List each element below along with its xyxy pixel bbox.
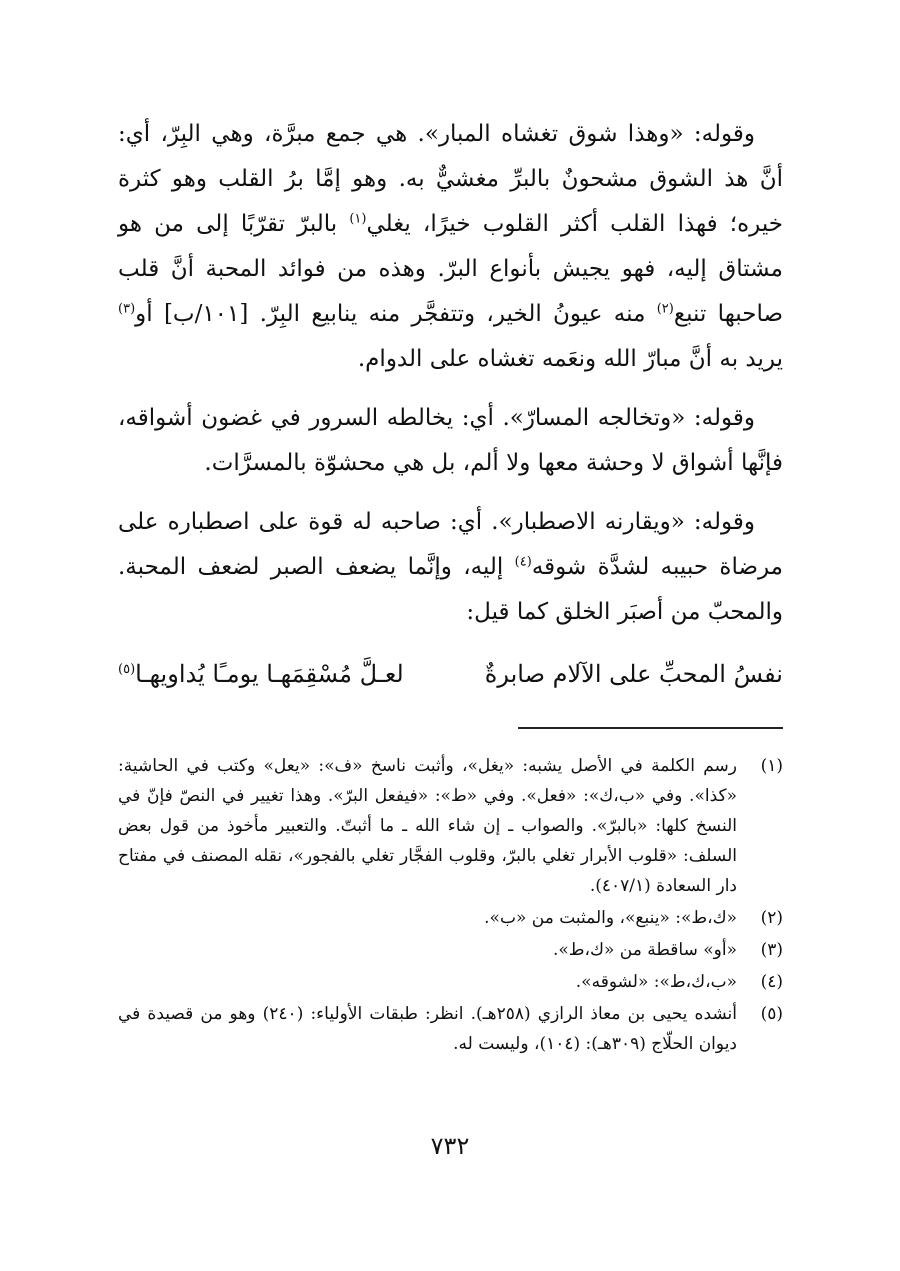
footnote-ref: (١)	[349, 211, 367, 227]
page-number: ٧٣٢	[430, 1132, 470, 1160]
footnote	[118, 999, 783, 1059]
footnote-text: رسم الكلمة في الأصل يشبه: «يغل»، وأثبت ناسخ «ف»: «يعل» وكتب في الحاشية: «كذا». وفي «ب،ك»: «فعل». وفي «ط»: «فيفعل البرّ». وهذا تغيير في النصّ فإنّ في النسخ كلها: «بالبرّ». والصواب ـ إن شاء الله ـ ما أثبتّ. والتعبير مأخوذ من قول بعض السلف: «قلوب الأبرار تغلي بالبرّ، وقلوب الفجَّار تغلي بالفجور»، نقله المصنف في مفتاح دار السعادة (٤٠٧/١).	[118, 756, 737, 896]
verse-first-hemistich: نفسُ المحبِّ على الآلام صابرةٌ	[484, 660, 783, 688]
footnote-number: (١)	[760, 756, 783, 776]
footnote-ref: (٥)	[118, 662, 136, 677]
main-text	[118, 112, 783, 635]
footnote-text: أنشده يحيى بن معاذ الرازي (٢٥٨هـ). انظر: طبقات الأولياء: (٢٤٠) وهو من قصيدة في ديوان الحلّاج (٣٠٩هـ): (١٠٤)، وليست له.	[118, 1004, 737, 1054]
footnote-ref: (٤)	[514, 554, 532, 570]
footnote-number: (٤)	[760, 972, 783, 992]
footnote	[118, 903, 783, 933]
footnote-number: (٢)	[760, 908, 783, 928]
paragraph-text: يريد به أنَّ مبارّ الله ونعَمه تغشاه على الدوام.	[357, 346, 783, 372]
footnote-number: (٣)	[760, 940, 783, 960]
footnote-text: «أو» ساقطة من «ك،ط».	[552, 940, 737, 960]
footnote	[118, 967, 783, 997]
paragraph-text: بالبرّ تقرّبًا إلى من هو مشتاق إليه، فهو يجيش بأنواع البرّ. وهذه من فوائد المحبة أنَّ قلب صاحبها تنبع	[118, 211, 783, 327]
page-body	[118, 112, 783, 1061]
footnote-number: (٥)	[760, 1004, 783, 1024]
footnote-text: «ك،ط»: «ينبع»، والمثبت من «ب».	[484, 908, 737, 928]
footnote-ref: (٣)	[118, 301, 136, 317]
footnote-divider	[518, 727, 783, 729]
footnote-text: «ب،ك،ط»: «لشوقه».	[575, 972, 737, 992]
paragraph-text: إليه، وإنَّما يضعف الصبر لضعف المحبة. والمحبّ من أصبَر الخلق كما قيل:	[118, 554, 783, 625]
paragraph	[118, 396, 783, 486]
paragraph	[118, 500, 783, 635]
paragraph	[118, 112, 783, 382]
paragraph-text: وقوله: «ويقارنه الاصطبار». أي: صاحبه له قوة على اصطباره على مرضاة حبيبه لشدَّة شوقه	[118, 509, 783, 580]
footnote	[118, 751, 783, 901]
footnotes	[118, 751, 783, 1059]
verse-second-hemistich: لعـلَّ مُسْقِمَهـا يومـًا يُداويهـا$^{(٥)}$	[118, 660, 404, 688]
footnote	[118, 935, 783, 965]
paragraph-text: منه عيونُ الخير، وتتفجَّر منه ينابيع البِرّ. [١٠١/ب] أو	[135, 301, 657, 327]
paragraph-text: وقوله: «وهذا شوق تغشاه المبار». هي جمع مبرَّة، وهي البِرّ، أي: أنَّ هذ الشوق مشحونٌ بالبرِّ مغشيٌّ به. وهو إمَّا برُ القلب وهو كثرة خيره؛ فهذا القلب أكثر القلوب خيرًا، يغلي	[118, 121, 783, 237]
footnote-ref: (٢)	[656, 301, 674, 317]
paragraph-text: وقوله: «وتخالجه المسارّ». أي: يخالطه السرور في غضون أشواقه، فإنَّها أشواق لا وحشة معها ولا ألم، بل هي محشوّة بالمسرَّات.	[118, 405, 783, 476]
poem-verse	[118, 649, 783, 699]
